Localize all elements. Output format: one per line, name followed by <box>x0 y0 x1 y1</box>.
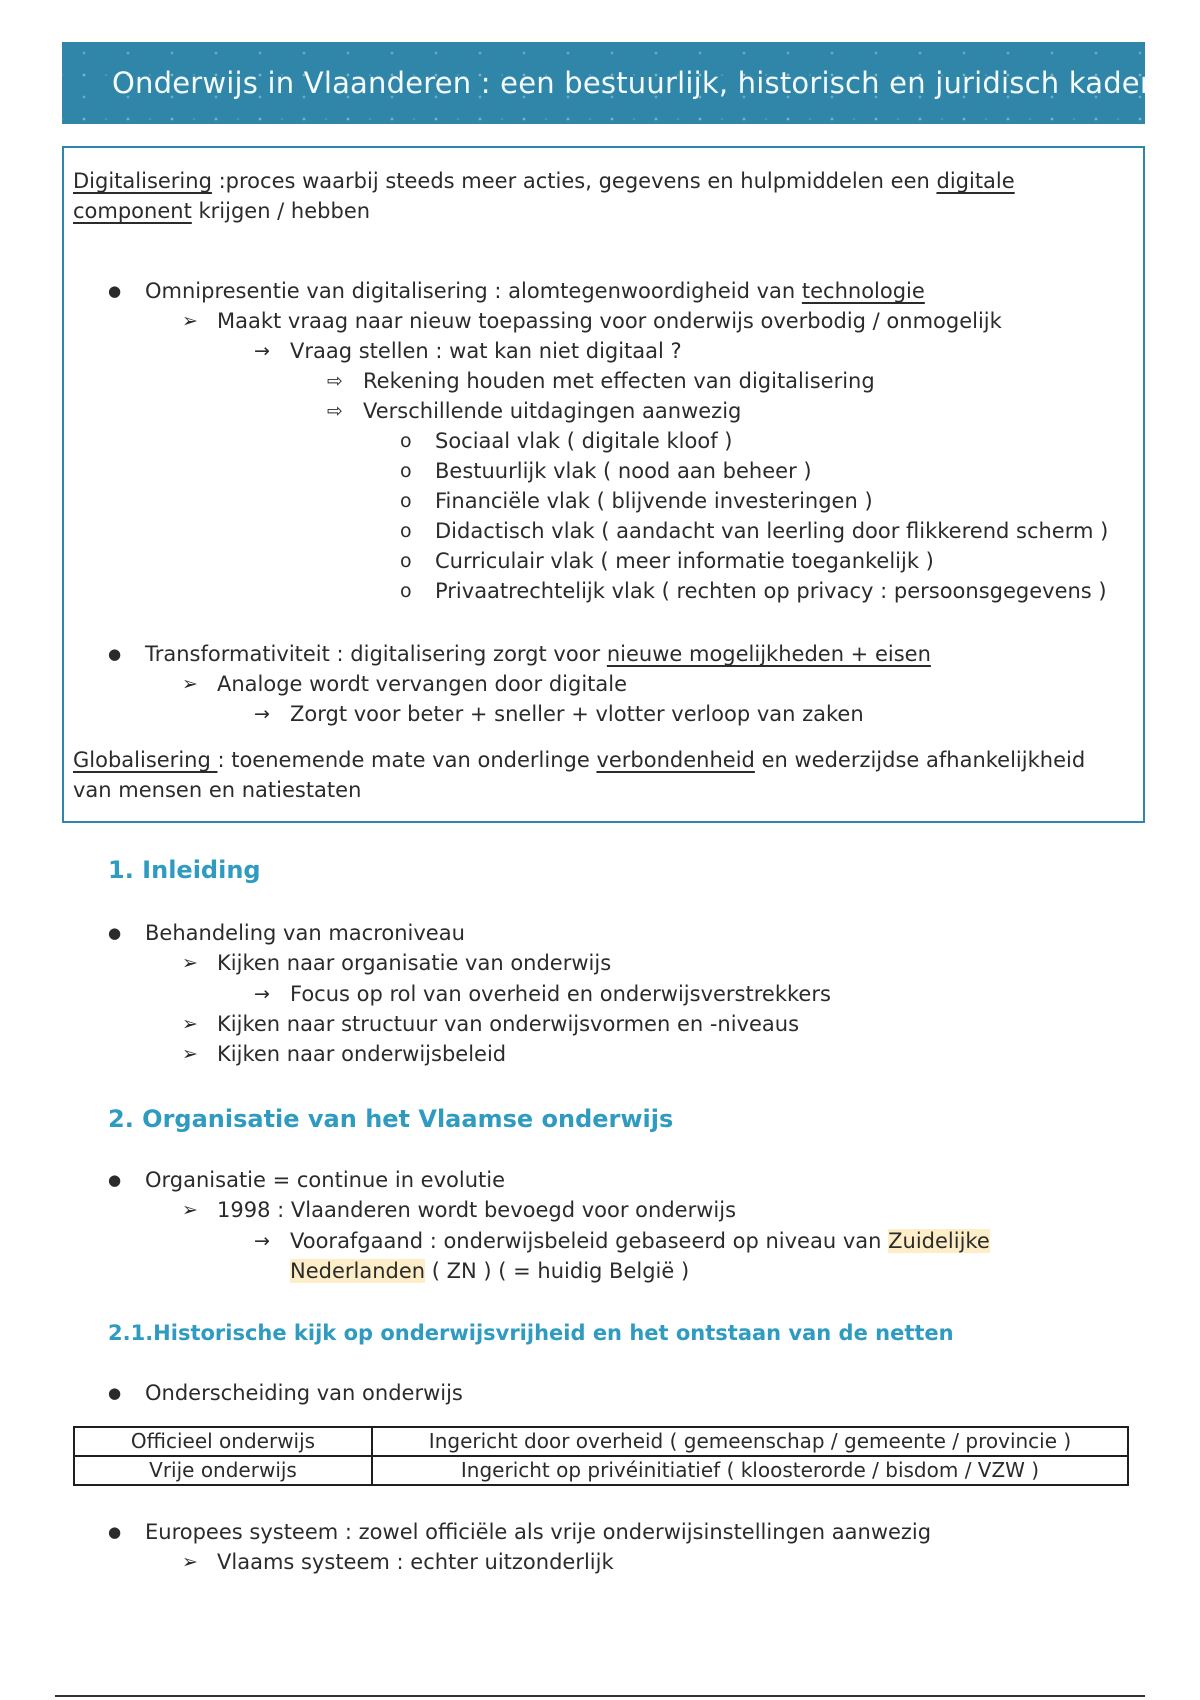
arrowhead-icon: ➢ <box>182 310 198 332</box>
bullet-dot-icon: ● <box>108 1523 122 1541</box>
omnipresentie-item: Omnipresentie van digitalisering : alomtegenwoordigheid van technologie <box>145 279 925 303</box>
onderscheiding-bullet: Onderscheiding van onderwijs <box>145 1381 463 1405</box>
transformativiteit-sub1: Analoge wordt vervangen door digitale <box>217 672 628 696</box>
section-heading-organisatie: 2. Organisatie van het Vlaamse onderwijs <box>108 1105 674 1133</box>
table-row <box>74 1427 1128 1456</box>
arrowhead-icon: ➢ <box>182 1551 198 1573</box>
bullet-dot-icon: ● <box>108 1171 122 1189</box>
table-cell: Ingericht op privéinitiatief ( kloosterorde / bisdom / VZW ) <box>372 1456 1128 1485</box>
digitalisering-term: Digitalisering <box>73 169 212 193</box>
circle-bullet-icon: o <box>400 580 412 602</box>
bullet-dot-icon: ● <box>108 1384 122 1402</box>
bullet-dot-icon: ● <box>108 645 122 663</box>
organisatie-sub1: 1998 : Vlaanderen wordt bevoegd voor onderwijs <box>217 1198 737 1222</box>
globalisering-definition-cont: van mensen en natiestaten <box>73 778 362 802</box>
vlaams-sub: Vlaams systeem : echter uitzonderlijk <box>217 1550 614 1574</box>
inleiding-sub3: Kijken naar onderwijsbeleid <box>217 1042 507 1066</box>
arrowhead-icon: ➢ <box>182 952 198 974</box>
hollow-arrow-icon: ⇨ <box>327 400 343 422</box>
omnipresentie-sub1: Maakt vraag naar nieuw toepassing voor onderwijs overbodig / onmogelijk <box>217 309 1002 333</box>
onderwijs-table <box>73 1426 1129 1486</box>
inleiding-sub1-arrow: Focus op rol van overheid en onderwijsverstrekkers <box>290 982 831 1006</box>
organisatie-bullet: Organisatie = continue in evolutie <box>145 1168 506 1192</box>
table-cell: Vrije onderwijs <box>74 1456 372 1485</box>
digitalisering-definition: Digitalisering :proces waarbij steeds meer acties, gegevens en hulpmiddelen een digitale <box>73 169 1015 193</box>
table-cell: Ingericht door overheid ( gemeenschap / gemeente / provincie ) <box>372 1427 1128 1456</box>
circle-bullet-icon: o <box>400 460 412 482</box>
challenge-item: Sociaal vlak ( digitale kloof ) <box>435 429 733 453</box>
challenge-item: Financiële vlak ( blijvende investeringen ) <box>435 489 873 513</box>
arrow-right-icon: → <box>254 340 270 362</box>
footer-divider <box>55 1695 1145 1697</box>
organisatie-arrow-cont: Nederlanden ( ZN ) ( = huidig België ) <box>290 1259 690 1283</box>
arrowhead-icon: ➢ <box>182 1043 198 1065</box>
bullet-dot-icon: ● <box>108 924 122 942</box>
title-banner <box>62 42 1152 124</box>
circle-bullet-icon: o <box>400 490 412 512</box>
arrow-right-icon: → <box>254 703 270 725</box>
transformativiteit-sub2: Zorgt voor beter + sneller + vlotter verloop van zaken <box>290 702 864 726</box>
challenge-item: Didactisch vlak ( aandacht van leerling door flikkerend scherm ) <box>435 519 1109 543</box>
arrowhead-icon: ➢ <box>182 1013 198 1035</box>
omnipresentie-sub3b: Verschillende uitdagingen aanwezig <box>363 399 742 423</box>
challenge-item: Bestuurlijk vlak ( nood aan beheer ) <box>435 459 812 483</box>
section-heading-inleiding: 1. Inleiding <box>108 856 261 884</box>
bullet-dot-icon: ● <box>108 282 122 300</box>
arrow-right-icon: → <box>254 983 270 1005</box>
organisatie-arrow: Voorafgaand : onderwijsbeleid gebaseerd op niveau van Zuidelijke <box>290 1229 990 1253</box>
circle-bullet-icon: o <box>400 520 412 542</box>
hollow-arrow-icon: ⇨ <box>327 370 343 392</box>
globalisering-term: Globalisering <box>73 748 218 772</box>
inleiding-sub2: Kijken naar structuur van onderwijsvormen en -niveaus <box>217 1012 800 1036</box>
digitalisering-definition-cont: component krijgen / hebben <box>73 199 371 223</box>
challenge-item: Curriculair vlak ( meer informatie toegankelijk ) <box>435 549 934 573</box>
highlighted-term: Zuidelijke <box>888 1229 990 1253</box>
circle-bullet-icon: o <box>400 430 412 452</box>
europees-bullet: Europees systeem : zowel officiële als vrije onderwijsinstellingen aanwezig <box>145 1520 932 1544</box>
omnipresentie-sub2: Vraag stellen : wat kan niet digitaal ? <box>290 339 682 363</box>
globalisering-definition: Globalisering : toenemende mate van onderlinge verbondenheid en wederzijdse afhankelijkheid <box>73 748 1086 772</box>
challenge-item: Privaatrechtelijk vlak ( rechten op privacy : persoonsgegevens ) <box>435 579 1107 603</box>
page-title: Onderwijs in Vlaanderen : een bestuurlijk, historisch en juridisch kader <box>112 66 1152 100</box>
arrowhead-icon: ➢ <box>182 673 198 695</box>
highlighted-term: Nederlanden <box>290 1259 426 1283</box>
inleiding-sub1: Kijken naar organisatie van onderwijs <box>217 951 612 975</box>
arrowhead-icon: ➢ <box>182 1199 198 1221</box>
omnipresentie-sub3a: Rekening houden met effecten van digitalisering <box>363 369 875 393</box>
arrow-right-icon: → <box>254 1230 270 1252</box>
table-row <box>74 1456 1128 1485</box>
table-cell: Officieel onderwijs <box>74 1427 372 1456</box>
circle-bullet-icon: o <box>400 550 412 572</box>
subsection-heading-historische-kijk: 2.1.Historische kijk op onderwijsvrijheid en het ontstaan van de netten <box>108 1321 954 1345</box>
inleiding-bullet: Behandeling van macroniveau <box>145 921 465 945</box>
transformativiteit-item: Transformativiteit : digitalisering zorgt voor nieuwe mogelijkheden + eisen <box>145 642 931 666</box>
